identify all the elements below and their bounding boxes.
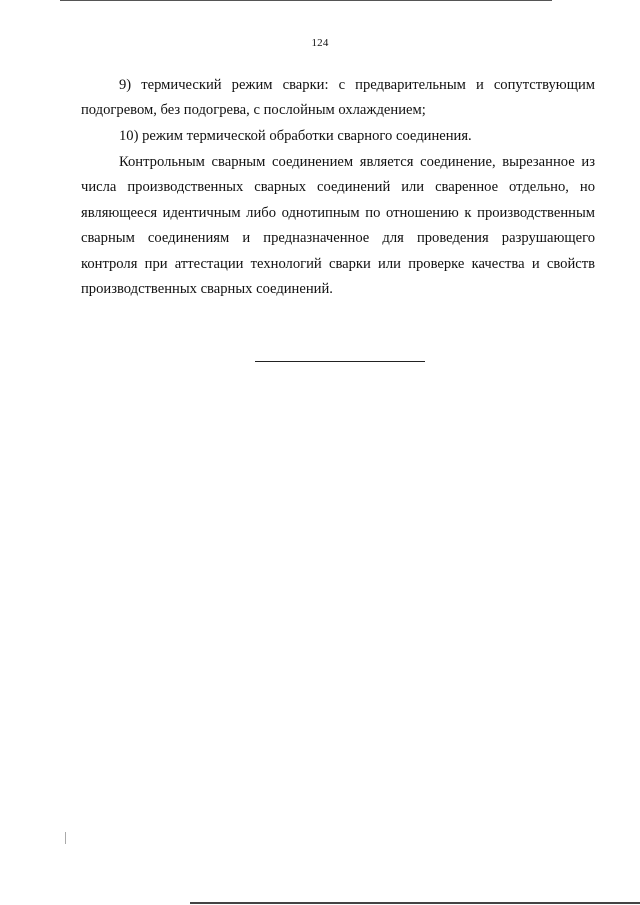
scan-edge-bottom <box>190 902 640 904</box>
definition-paragraph: Контрольным сварным соединением является соединение, вырезанное из числа производственных сварных соединений или сваренное отдельно, но являющееся идентичным либо однотипным по отношению к производственным сварным соединениям и предназначенное для проведения разрушающего контроля при аттестации технологий сварки или проверке качества и свойств производственных сварных соединений. <box>81 153 595 298</box>
scan-mark <box>65 832 66 844</box>
list-item-9: 9) термический режим сварки: с предварительным и сопутствующим подогревом, без подогрева, с послойным охлаждением; <box>81 76 595 119</box>
page-number: 124 <box>311 37 329 49</box>
separator-rule <box>255 361 425 362</box>
list-item-10: 10) режим термической обработки сварного соединения. <box>119 127 472 144</box>
scan-edge-top <box>60 0 552 1</box>
